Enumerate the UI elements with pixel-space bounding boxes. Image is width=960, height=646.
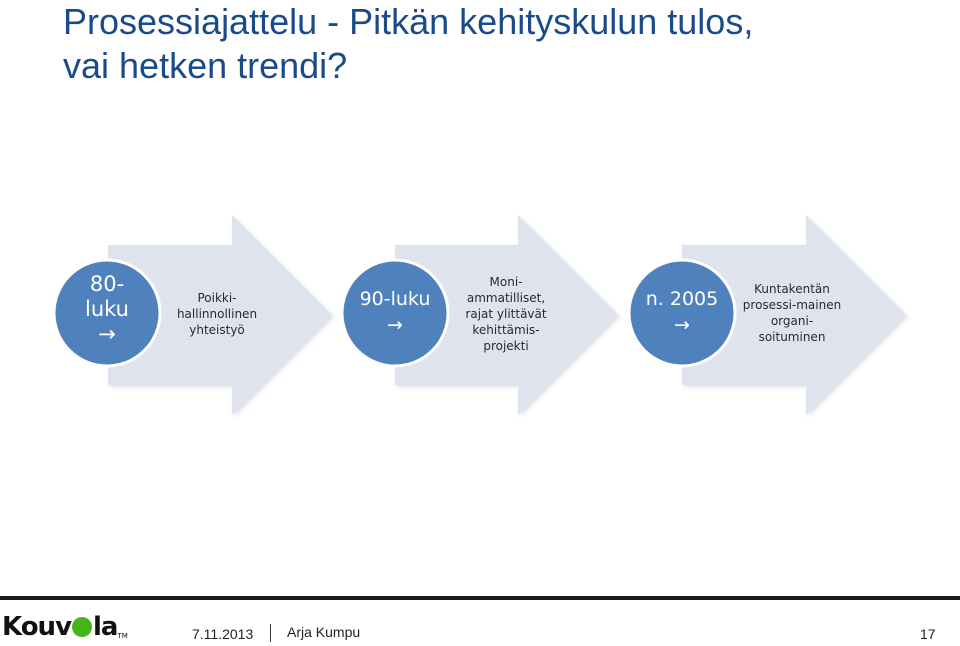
stage-1-description [162, 290, 272, 338]
stage-1-desc-line: hallinnollinen [176, 307, 258, 321]
kouvola-logo [2, 612, 128, 646]
stage-2-description [450, 274, 562, 354]
title-line-2: vai hetken trendi? [63, 45, 348, 86]
stage-3-desc-line: soituminen [758, 330, 826, 344]
stage-3-circle-label [632, 286, 732, 338]
logo-trademark: TM [117, 632, 128, 640]
stage-3-circle-line-1: n. 2005 [645, 288, 719, 310]
stage-2-desc-line: rajat ylittävät [465, 307, 547, 321]
page-number: 17 [920, 626, 936, 642]
stage-1-circle-label [62, 272, 152, 347]
stage-3-arrow-icon: → [674, 314, 690, 336]
stage-2-circle-label [345, 286, 445, 338]
stage-3-description [736, 281, 848, 345]
footer-divider [0, 596, 960, 600]
stage-2-arrow-icon: → [387, 314, 403, 336]
stage-2-desc-line: Moni- [489, 275, 523, 289]
stage-2-desc-line: projekti [483, 339, 529, 353]
stage-3-desc-line: Kuntakentän [754, 282, 830, 296]
title-line-1: Prosessiajattelu - Pitkän kehityskulun tulos, [63, 1, 754, 42]
logo-green-o-icon [72, 617, 92, 637]
stage-1-desc-line: yhteistyö [189, 323, 245, 337]
stage-1-circle-line-2: luku [85, 297, 129, 321]
logo-text-start: Kouv [2, 612, 72, 642]
logo-text-end: la [93, 612, 118, 642]
footer-separator [270, 624, 271, 642]
stage-1-arrow-icon: → [98, 322, 116, 346]
stage-2-desc-line: ammatilliset, [466, 291, 546, 305]
stage-1-circle-line-1: 80- [89, 272, 125, 296]
stage-3-desc-line: prosessi-mainen [742, 298, 842, 312]
stage-2-desc-line: kehittämis- [472, 323, 540, 337]
stage-2-circle-line-1: 90-luku [359, 288, 431, 310]
stage-3-desc-line: organi- [770, 314, 814, 328]
stage-1-desc-line: Poikki- [197, 291, 237, 305]
footer-date: 7.11.2013 [192, 626, 254, 642]
footer-author: Arja Kumpu [287, 624, 361, 640]
